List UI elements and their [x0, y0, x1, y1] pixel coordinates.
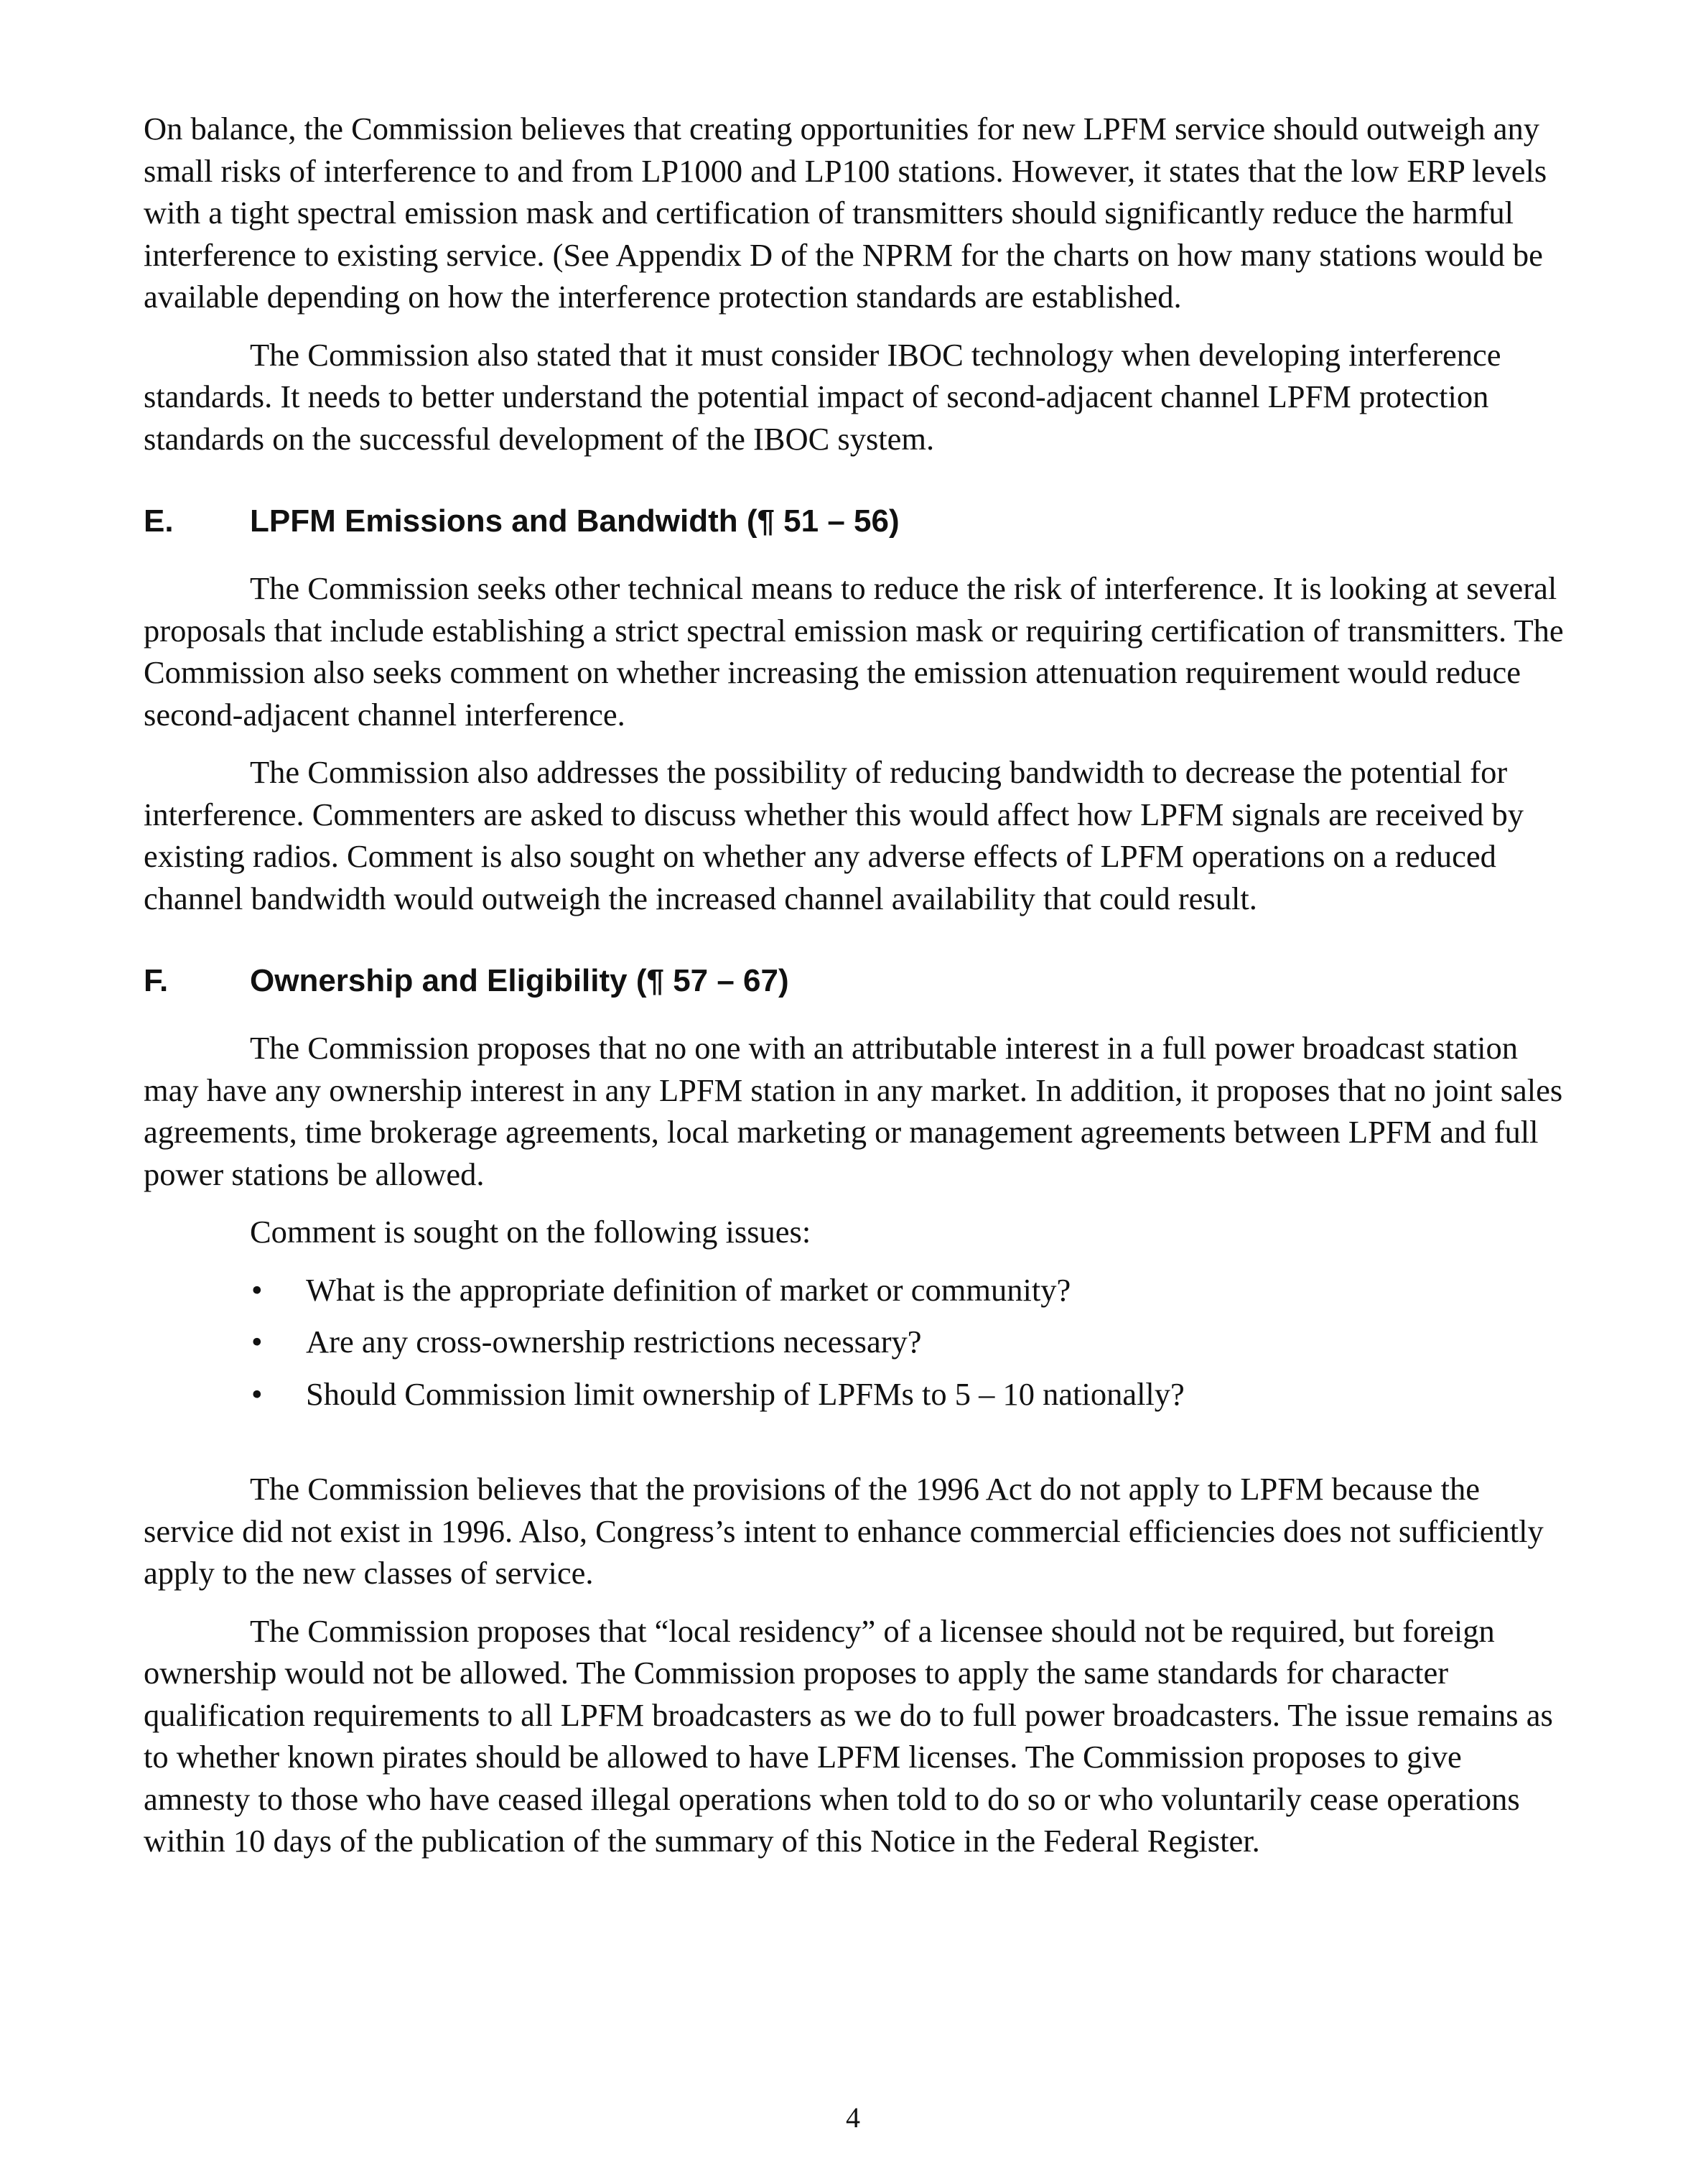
bullet-icon: •: [251, 1271, 263, 1308]
bullet-icon: •: [251, 1375, 263, 1412]
intro-paragraph-2: The Commission also stated that it must consider IBOC technology when developing interference standards. It needs to better understand the potential impact of second-adjacent channel LPFM protection standards on the successful development of the IBOC system.: [144, 336, 1501, 457]
section-f-heading: [144, 961, 1565, 1001]
intro-paragraph-1: On balance, the Commission believes that creating opportunities for new LPFM service should outweigh any small risks of interference to and from LP1000 and LP100 stations. However, it states that the low ERP levels with a tight spectral emission mask and certification of transmitters should significantly reduce the harmful interference to existing service. (See Appendix D of the NPRM for the charts on how many stations would be available depending on how the interference protection standards are established.: [144, 111, 1547, 315]
section-e-title: LPFM Emissions and Bandwidth (¶ 51 – 56): [250, 503, 900, 539]
bullet-icon: •: [251, 1324, 263, 1360]
section-e-letter: E.: [144, 503, 174, 539]
section-f-paragraph-2: The Commission believes that the provisions of the 1996 Act do not apply to LPFM because the service did not exist in 1996. Also, Congress’s intent to enhance commercial efficiencies does not sufficiently apply to the new classes of service.: [144, 1471, 1544, 1591]
section-f-letter: F.: [144, 963, 169, 998]
list-item-text: What is the appropriate definition of market or community?: [306, 1271, 1071, 1308]
section-f-paragraph-3: The Commission proposes that “local residency” of a licensee should not be required, but foreign ownership would not be allowed. The Commission proposes to apply the same standards for character qualification requirements to all LPFM broadcasters as we do to full power broadcasters. The issue remains as to whether known pirates should be allowed to have LPFM licenses. The Commission proposes to give amnesty to those who have ceased illegal operations when told to do so or who voluntarily cease operations within 10 days of the publication of the summary of this Notice in the Federal Register.: [144, 1612, 1553, 1859]
section-e-heading: [144, 501, 1565, 542]
list-item: [144, 1373, 1565, 1416]
section-e-paragraph-2: The Commission also addresses the possibility of reducing bandwidth to decrease the potential for interference. Commenters are asked to discuss whether this would affect how LPFM signals are received by existing radios. Comment is also sought on whether any adverse effects of LPFM operations on a reduced channel bandwidth would outweigh the increased channel availability that could result.: [144, 754, 1524, 916]
document-page: [144, 108, 1565, 1878]
list-item: [144, 1321, 1565, 1363]
list-item-text: Should Commission limit ownership of LPFMs to 5 – 10 nationally?: [306, 1375, 1185, 1412]
list-item-text: Are any cross-ownership restrictions necessary?: [306, 1324, 922, 1360]
section-f-title: Ownership and Eligibility (¶ 57 – 67): [250, 963, 789, 998]
list-item: [144, 1269, 1565, 1311]
section-e-paragraph-1: The Commission seeks other technical means to reduce the risk of interference. It is looking at several proposals that include establishing a strict spectral emission mask or requiring certification of transmitters. The Commission also seeks comment on whether increasing the emission attenuation requirement would reduce second-adjacent channel interference.: [144, 570, 1564, 733]
section-f-paragraph-1: The Commission proposes that no one with an attributable interest in a full power broadcast station may have any ownership interest in any LPFM station in any market. In addition, it proposes that no joint sales agreements, time brokerage agreements, local marketing or management agreements between LPFM and full power stations be allowed.: [144, 1030, 1563, 1192]
comment-intro: Comment is sought on the following issues:: [250, 1214, 811, 1250]
issues-list: [144, 1269, 1565, 1416]
page-number: 4: [846, 2101, 860, 2134]
